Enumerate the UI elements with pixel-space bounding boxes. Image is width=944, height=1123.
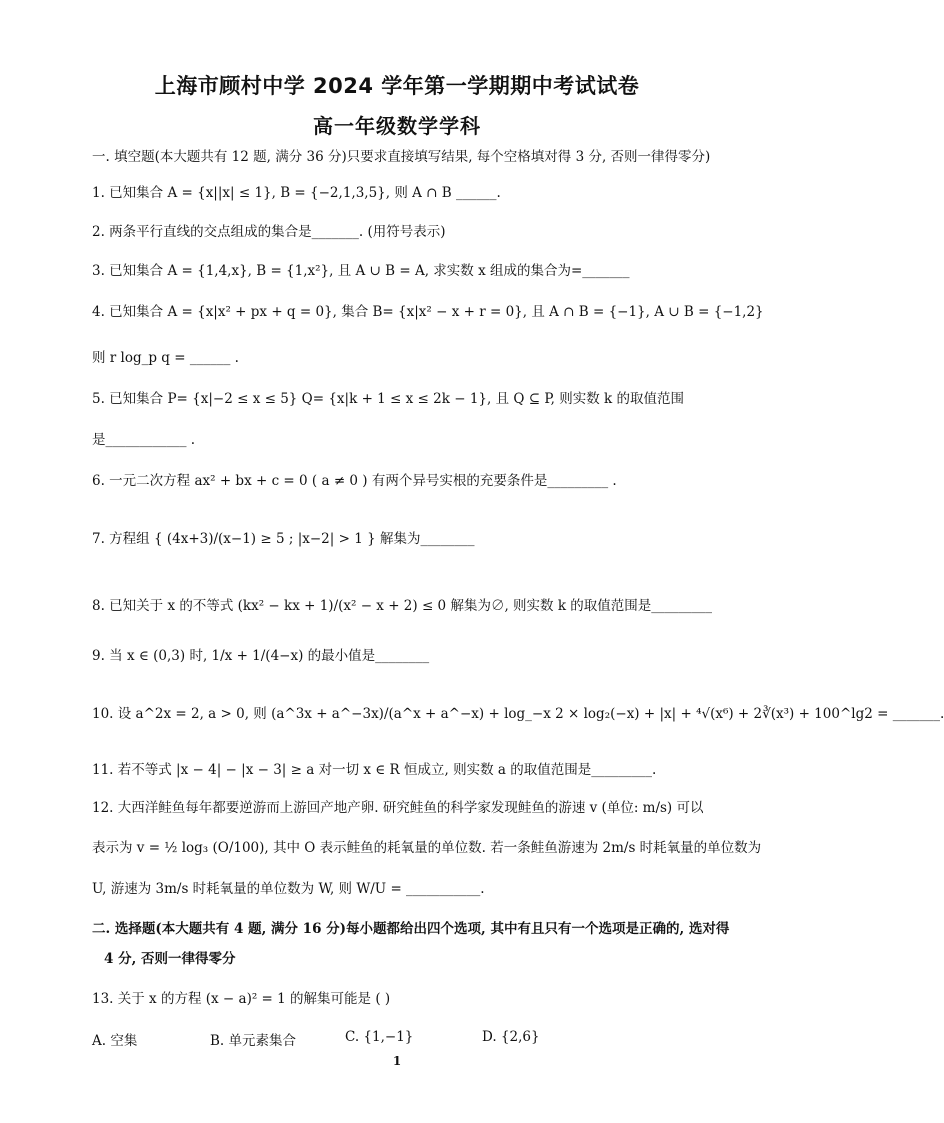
page-number: 1 [392, 1054, 402, 1068]
question-5-cont: 是____________ . [92, 432, 196, 448]
question-6: 6. 一元二次方程 ax² + bx + c = 0 ( a ≠ 0 ) 有两个异号实根的充要条件是_________ . [92, 473, 617, 489]
question-13: 13. 关于 x 的方程 (x − a)² = 1 的解集可能是 ( ) [92, 991, 391, 1007]
question-4: 4. 已知集合 A = {x|x² + px + q = 0}, 集合 B= {x|x² − x + r = 0}, 且 A ∩ B = {−1}, A ∪ B = {−1,2} [92, 304, 764, 320]
option-d: D. {2,6} [482, 1029, 540, 1045]
section2-heading-cont: 4 分, 否则一律得零分 [104, 951, 236, 967]
question-8: 8. 已知关于 x 的不等式 (kx² − kx + 1)/(x² − x + 2) ≤ 0 解集为∅, 则实数 k 的取值范围是_________ [92, 598, 713, 614]
section1-heading: 一. 填空题(本大题共有 12 题, 满分 36 分)只要求直接填写结果, 每个空格填对得 3 分, 否则一律得零分) [92, 149, 711, 165]
question-3: 3. 已知集合 A = {1,4,x}, B = {1,x²}, 且 A ∪ B = A, 求实数 x 组成的集合为=_______ [92, 263, 630, 279]
option-c: C. {1,−1} [345, 1029, 414, 1045]
exam-title: 上海市顾村中学 2024 学年第一学期期中考试试卷 [154, 74, 640, 98]
question-2: 2. 两条平行直线的交点组成的集合是_______. (用符号表示) [92, 224, 446, 240]
question-10: 10. 设 a^2x = 2, a > 0, 则 (a^3x + a^−3x)/(a^x + a^−x) + log_−x 2 × log₂(−x) + |x| + ⁴√(x⁶) + 2∛(x³) + 100^lg2 = _______. [92, 706, 944, 722]
option-a: A. 空集 [92, 1033, 138, 1049]
question-5: 5. 已知集合 P= {x|−2 ≤ x ≤ 5} Q= {x|k + 1 ≤ x ≤ 2k − 1}, 且 Q ⊆ P, 则实数 k 的取值范围 [92, 391, 685, 407]
question-12-cont1: 表示为 v = ½ log₃ (O/100), 其中 O 表示鲑鱼的耗氧量的单位数. 若一条鲑鱼游速为 2m/s 时耗氧量的单位数为 [92, 840, 762, 856]
question-12: 12. 大西洋鲑鱼每年都要逆游而上游回产地产卵. 研究鲑鱼的科学家发现鲑鱼的游速 v (单位: m/s) 可以 [92, 800, 704, 816]
question-11: 11. 若不等式 |x − 4| − |x − 3| ≥ a 对一切 x ∈ R 恒成立, 则实数 a 的取值范围是_________. [92, 762, 657, 778]
exam-subtitle: 高一年级数学学科 [313, 114, 481, 138]
question-4-cont: 则 r log_p q = ______ . [92, 350, 239, 366]
section2-heading: 二. 选择题(本大题共有 4 题, 满分 16 分)每小题都给出四个选项, 其中有且只有一个选项是正确的, 选对得 [92, 921, 730, 937]
question-9: 9. 当 x ∈ (0,3) 时, 1/x + 1/(4−x) 的最小值是________ [92, 648, 430, 664]
option-b: B. 单元素集合 [210, 1033, 297, 1049]
question-12-cont2: U, 游速为 3m/s 时耗氧量的单位数为 W, 则 W/U = ___________. [92, 881, 485, 897]
question-1: 1. 已知集合 A = {x||x| ≤ 1}, B = {−2,1,3,5}, 则 A ∩ B ______. [92, 185, 501, 201]
question-7: 7. 方程组 { (4x+3)/(x−1) ≥ 5 ; |x−2| > 1 } 解集为________ [92, 531, 475, 547]
